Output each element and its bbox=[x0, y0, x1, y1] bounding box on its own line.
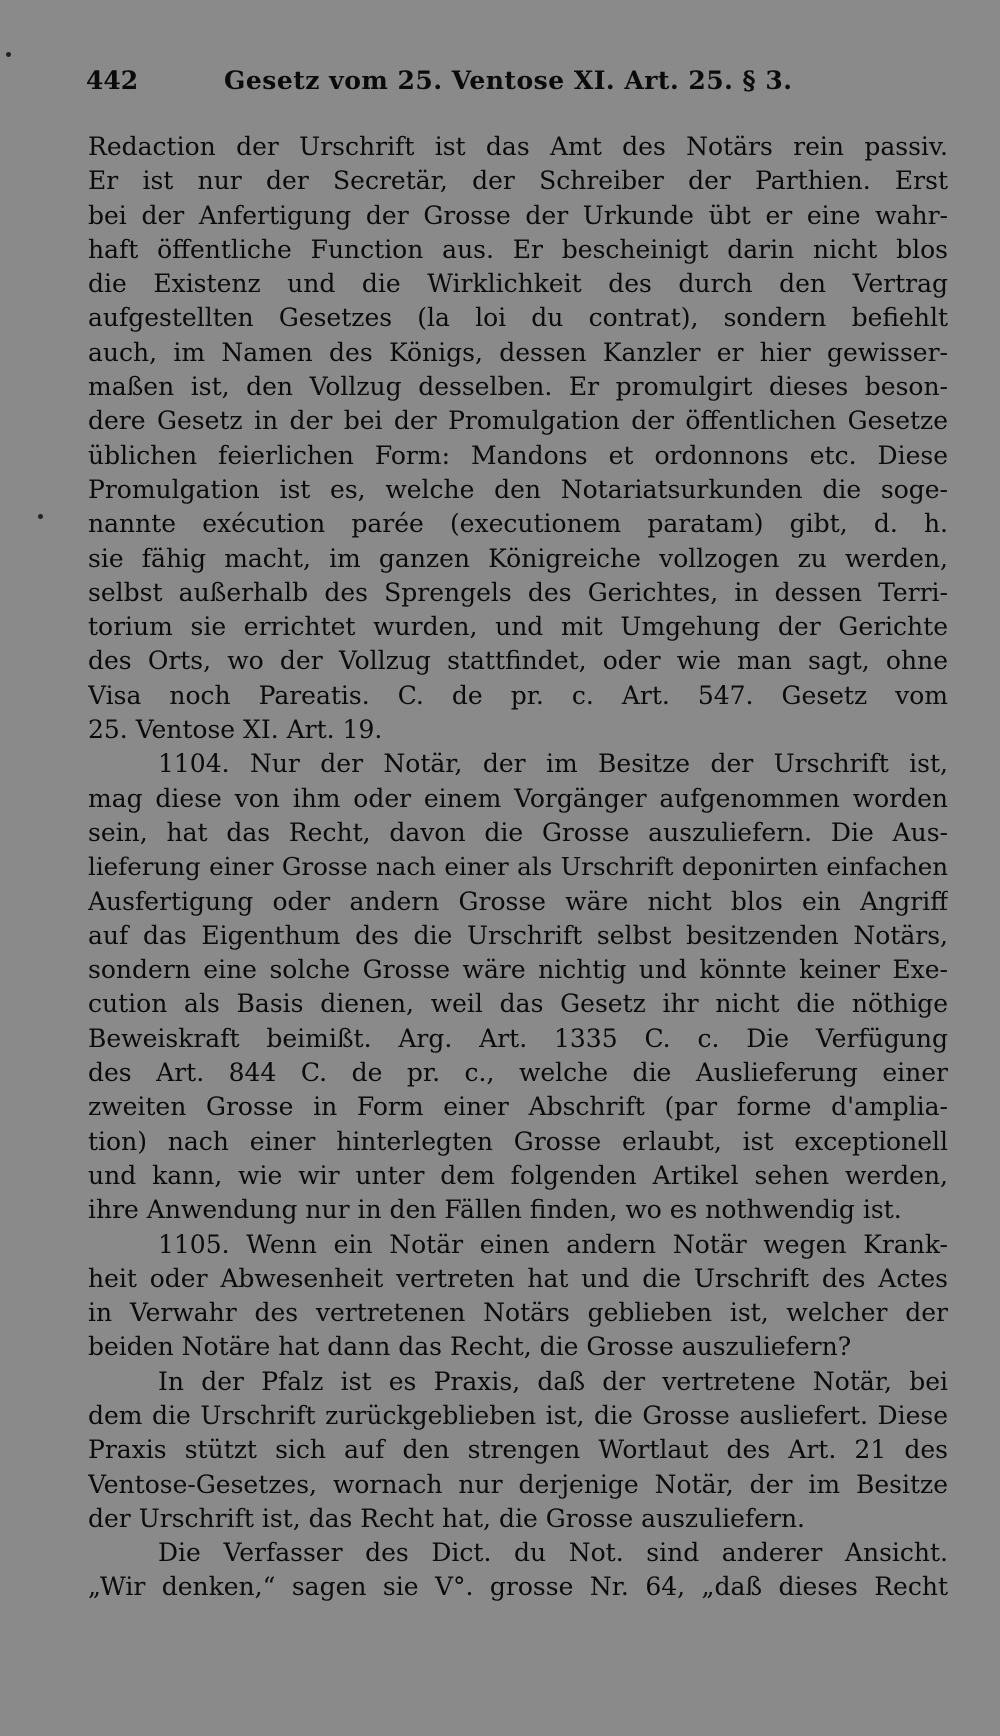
page-number: 442 bbox=[86, 66, 139, 95]
text-line: maßen ist, den Vollzug desselben. Er promulgirt dieses beson- bbox=[88, 372, 948, 402]
text-line: cution als Basis dienen, weil das Gesetz ihr nicht die nöthige bbox=[88, 989, 948, 1019]
text-line: des Art. 844 C. de pr. c., welche die Auslieferung einer bbox=[88, 1058, 948, 1088]
text-line: Visa noch Pareatis. C. de pr. c. Art. 547. Gesetz vom bbox=[88, 680, 948, 710]
text-line: die Existenz und die Wirklichkeit des durch den Vertrag bbox=[88, 269, 948, 299]
paragraph-start: In der Pfalz ist es Praxis, daß der vertretene Notär, bei bbox=[158, 1366, 948, 1396]
text-line: Promulgation ist es, welche den Notariatsurkunden die soge- bbox=[88, 474, 948, 504]
text-line: Redaction der Urschrift ist das Amt des Notärs rein passiv. bbox=[88, 132, 948, 161]
text-line: zweiten Grosse in Form einer Abschrift (par forme d'amplia- bbox=[88, 1092, 948, 1122]
paragraph-1105-start: 1105. Wenn ein Notär einen andern Notär wegen Krank- bbox=[158, 1229, 948, 1259]
text-line: „Wir denken,“ sagen sie V°. grosse Nr. 64, „daß dieses Recht bbox=[88, 1572, 948, 1602]
text-line: bei der Anfertigung der Grosse der Urkunde übt er eine wahr- bbox=[88, 200, 948, 230]
text-line: des Orts, wo der Vollzug stattfindet, oder wie man sagt, ohne bbox=[88, 646, 948, 676]
text-line: selbst außerhalb des Sprengels des Gerichtes, in dessen Terri- bbox=[88, 577, 948, 607]
text-line: lieferung einer Grosse nach einer als Urschrift deponirten einfachen bbox=[88, 852, 948, 882]
text-line: tion) nach einer hinterlegten Grosse erlaubt, ist exceptionell bbox=[88, 1126, 948, 1156]
text-line: auch, im Namen des Königs, dessen Kanzler er hier gewisser- bbox=[88, 337, 948, 367]
text-line: Praxis stützt sich auf den strengen Wortlaut des Art. 21 des bbox=[88, 1435, 948, 1465]
text-line: sein, hat das Recht, davon die Grosse auszuliefern. Die Aus- bbox=[88, 817, 948, 847]
paragraph-start: Die Verfasser des Dict. du Not. sind anderer Ansicht. bbox=[158, 1538, 948, 1568]
text-line: in Verwahr des vertretenen Notärs geblieben ist, welcher der bbox=[88, 1298, 948, 1328]
text-line: mag diese von ihm oder einem Vorgänger aufgenommen worden bbox=[88, 783, 948, 813]
text-line: torium sie errichtet wurden, und mit Umgehung der Gerichte bbox=[88, 612, 948, 642]
text-line: auf das Eigenthum des die Urschrift selbst besitzenden Notärs, bbox=[88, 920, 948, 950]
text-line: dem die Urschrift zurückgeblieben ist, die Grosse ausliefert. Diese bbox=[88, 1400, 948, 1430]
text-line: nannte exécution parée (executionem paratam) gibt, d. h. bbox=[88, 509, 948, 539]
text-line: sie fähig macht, im ganzen Königreiche vollzogen zu werden, bbox=[88, 543, 948, 573]
body-text bbox=[88, 130, 948, 1605]
text-line: der Urschrift ist, das Recht hat, die Grosse auszuliefern. bbox=[88, 1503, 806, 1533]
running-title: Gesetz vom 25. Ventose XI. Art. 25. § 3. bbox=[224, 66, 793, 95]
text-line: Ausfertigung oder andern Grosse wäre nicht blos ein Angriff bbox=[88, 886, 948, 916]
text-line: Beweiskraft beimißt. Arg. Art. 1335 C. c. Die Verfügung bbox=[88, 1023, 948, 1053]
text-line: 25. Ventose XI. Art. 19. bbox=[88, 715, 383, 745]
text-line: dere Gesetz in der bei der Promulgation der öffentlichen Gesetze bbox=[88, 406, 948, 436]
scan-speck bbox=[38, 514, 43, 519]
text-line: ihre Anwendung nur in den Fällen finden, wo es nothwendig ist. bbox=[88, 1195, 902, 1225]
text-line: beiden Notäre hat dann das Recht, die Grosse auszuliefern? bbox=[88, 1332, 852, 1362]
text-line: sondern eine solche Grosse wäre nichtig und könnte keiner Exe- bbox=[88, 955, 948, 985]
scan-speck bbox=[6, 52, 11, 57]
paragraph-1104-start: 1104. Nur der Notär, der im Besitze der Urschrift ist, bbox=[158, 749, 948, 779]
page-header bbox=[86, 66, 946, 106]
text-line: üblichen feierlichen Form: Mandons et ordonnons etc. Diese bbox=[88, 440, 948, 470]
text-line: heit oder Abwesenheit vertreten hat und die Urschrift des Actes bbox=[88, 1263, 948, 1293]
text-line: Ventose-Gesetzes, wornach nur derjenige Notär, der im Besitze bbox=[88, 1469, 948, 1499]
text-line: und kann, wie wir unter dem folgenden Artikel sehen werden, bbox=[88, 1160, 948, 1190]
text-line: aufgestellten Gesetzes (la loi du contrat), sondern befiehlt bbox=[88, 303, 948, 333]
text-line: Er ist nur der Secretär, der Schreiber der Parthien. Erst bbox=[88, 166, 948, 196]
text-line: haft öffentliche Function aus. Er bescheinigt darin nicht blos bbox=[88, 234, 948, 264]
